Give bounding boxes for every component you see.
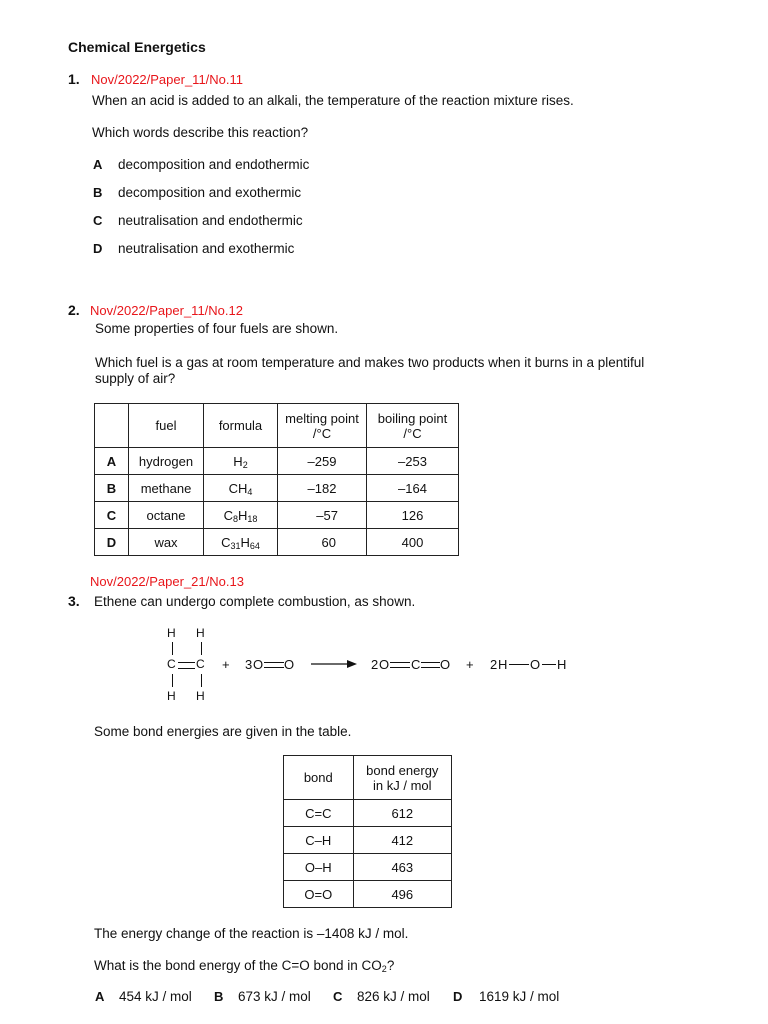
bond-energy: 463 (353, 854, 451, 881)
question-1-prompt: Which words describe this reaction? (92, 125, 309, 140)
table-header-cell (353, 756, 451, 800)
question-3-reference: Nov/2022/Paper_21/No.13 (90, 574, 244, 589)
formula-subscript: 4 (247, 486, 253, 497)
prompt-subscript: 2 (381, 964, 387, 974)
oxygen-atom: O (440, 657, 451, 672)
melting-point: –57 (278, 502, 367, 529)
table-header-cell: formula (204, 404, 278, 448)
boiling-point: –253 (367, 448, 459, 475)
option-text[interactable]: 454 kJ / mol (119, 989, 192, 1004)
option-text[interactable]: 1619 kJ / mol (479, 989, 560, 1004)
option-letter: C (333, 989, 343, 1004)
header-label-line: /°C (403, 425, 422, 441)
bond-table-intro: Some bond energies are given in the table. (94, 724, 352, 739)
fuel-name: octane (129, 502, 204, 529)
formula-part: H (238, 507, 248, 523)
plus-sign: + (466, 657, 474, 672)
row-letter: D (95, 529, 129, 556)
fuel-formula (204, 448, 278, 475)
boiling-point: 126 (367, 502, 459, 529)
plus-sign: + (222, 657, 230, 672)
formula-subscript: 8 (232, 513, 238, 524)
double-bond-line (421, 662, 440, 668)
fuel-table (94, 403, 459, 556)
coefficient: 2 (490, 657, 498, 672)
carbon-atom: C (196, 657, 205, 671)
table-header-cell (367, 404, 459, 448)
table-header-cell: fuel (129, 404, 204, 448)
question-1-number: 1. (68, 71, 80, 87)
coefficient: 2 (371, 657, 379, 672)
option-text[interactable]: decomposition and endothermic (118, 157, 310, 172)
prompt-text: What is the bond energy of the C=O bond in CO (94, 958, 382, 973)
option-text[interactable]: 673 kJ / mol (238, 989, 311, 1004)
formula-part: C (221, 534, 231, 550)
option-letter: B (93, 185, 103, 200)
melting-point: –182 (278, 475, 367, 502)
question-2-reference: Nov/2022/Paper_11/No.12 (90, 303, 243, 318)
bond-type: O–H (284, 854, 354, 881)
oxygen-atom: O (530, 657, 541, 672)
fuel-formula (204, 475, 278, 502)
hydrogen-atom: H (498, 657, 508, 672)
single-bond-line (542, 664, 556, 665)
question-1-reference: Nov/2022/Paper_11/No.11 (91, 72, 244, 87)
table-row (284, 800, 452, 827)
bond-energy: 496 (353, 881, 451, 908)
hydrogen-atom: H (167, 626, 176, 640)
page-title: Chemical Energetics (68, 39, 206, 55)
hydrogen-atom: H (557, 657, 567, 672)
table-row (95, 529, 459, 556)
formula-subscript: 31 (230, 540, 241, 551)
row-letter: B (95, 475, 129, 502)
prompt-end: ? (386, 958, 395, 973)
table-row (95, 502, 459, 529)
option-text[interactable]: decomposition and exothermic (118, 185, 302, 200)
double-bond-line (178, 662, 195, 669)
boiling-point: 400 (367, 529, 459, 556)
header-label-line: boiling point (377, 410, 448, 426)
formula-part: C (223, 507, 233, 523)
question-3-stem: Ethene can undergo complete combustion, as shown. (94, 594, 416, 609)
formula-part: CH (228, 480, 248, 496)
boiling-point: –164 (367, 475, 459, 502)
oxygen-atom: O (379, 657, 390, 672)
option-letter: D (453, 989, 463, 1004)
question-2-prompt-line2: supply of air? (95, 371, 176, 386)
melting-point: 60 (278, 529, 367, 556)
row-letter: C (95, 502, 129, 529)
reaction-arrow-icon (311, 658, 357, 670)
table-row (284, 827, 452, 854)
hydrogen-atom: H (196, 626, 205, 640)
bond-type: O=O (284, 881, 354, 908)
single-bond-line (172, 674, 173, 687)
question-3-number: 3. (68, 593, 80, 609)
header-label-line: /°C (312, 425, 332, 441)
fuel-name: wax (129, 529, 204, 556)
single-bond-line (201, 674, 202, 687)
single-bond-line (172, 642, 173, 655)
oxygen-atom: O (253, 657, 264, 672)
option-letter: C (93, 213, 103, 228)
bond-energy-table (283, 755, 452, 908)
bond-energy: 612 (353, 800, 451, 827)
formula-subscript: 18 (247, 513, 258, 524)
fuel-formula (204, 529, 278, 556)
fuel-formula (204, 502, 278, 529)
formula-subscript: 64 (249, 540, 260, 551)
coefficient: 3 (245, 657, 253, 672)
table-row (284, 881, 452, 908)
bond-type: C=C (284, 800, 354, 827)
question-2-stem: Some properties of four fuels are shown. (95, 321, 339, 336)
option-text[interactable]: neutralisation and exothermic (118, 241, 295, 256)
single-bond-line (509, 664, 529, 665)
header-label-line: in kJ / mol (373, 777, 432, 793)
bond-type: C–H (284, 827, 354, 854)
table-header-cell (95, 404, 129, 448)
option-text[interactable]: 826 kJ / mol (357, 989, 430, 1004)
oxygen-atom: O (284, 657, 295, 672)
option-letter: A (95, 989, 105, 1004)
fuel-name: hydrogen (129, 448, 204, 475)
option-letter: D (93, 241, 103, 256)
header-label-line: melting point (285, 410, 359, 426)
double-bond-line (264, 662, 284, 668)
option-letter: A (93, 157, 103, 172)
table-row (95, 475, 459, 502)
table-row (284, 854, 452, 881)
row-letter: A (95, 448, 129, 475)
table-header-row (284, 756, 452, 800)
carbon-atom: C (167, 657, 176, 671)
double-bond-line (390, 662, 410, 668)
table-row (95, 448, 459, 475)
question-1-stem: When an acid is added to an alkali, the temperature of the reaction mixture rises. (92, 93, 574, 108)
formula-subscript: 2 (242, 459, 248, 470)
table-header-cell: bond (284, 756, 354, 800)
option-letter: B (214, 989, 224, 1004)
table-header-row (95, 404, 459, 448)
header-label-line: bond energy (366, 762, 439, 778)
melting-point: –259 (278, 448, 367, 475)
fuel-name: methane (129, 475, 204, 502)
bond-energy: 412 (353, 827, 451, 854)
formula-part: H (233, 453, 243, 469)
table-header-cell (278, 404, 367, 448)
question-3-prompt (94, 958, 394, 973)
question-2-number: 2. (68, 302, 80, 318)
formula-part: H (240, 534, 250, 550)
hydrogen-atom: H (196, 689, 205, 703)
hydrogen-atom: H (167, 689, 176, 703)
carbon-atom: C (411, 657, 421, 672)
single-bond-line (201, 642, 202, 655)
energy-change-statement: The energy change of the reaction is –1408 kJ / mol. (94, 926, 409, 941)
option-text[interactable]: neutralisation and endothermic (118, 213, 303, 228)
question-2-prompt-line1: Which fuel is a gas at room temperature and makes two products when it burns in a plentiful (95, 355, 645, 370)
